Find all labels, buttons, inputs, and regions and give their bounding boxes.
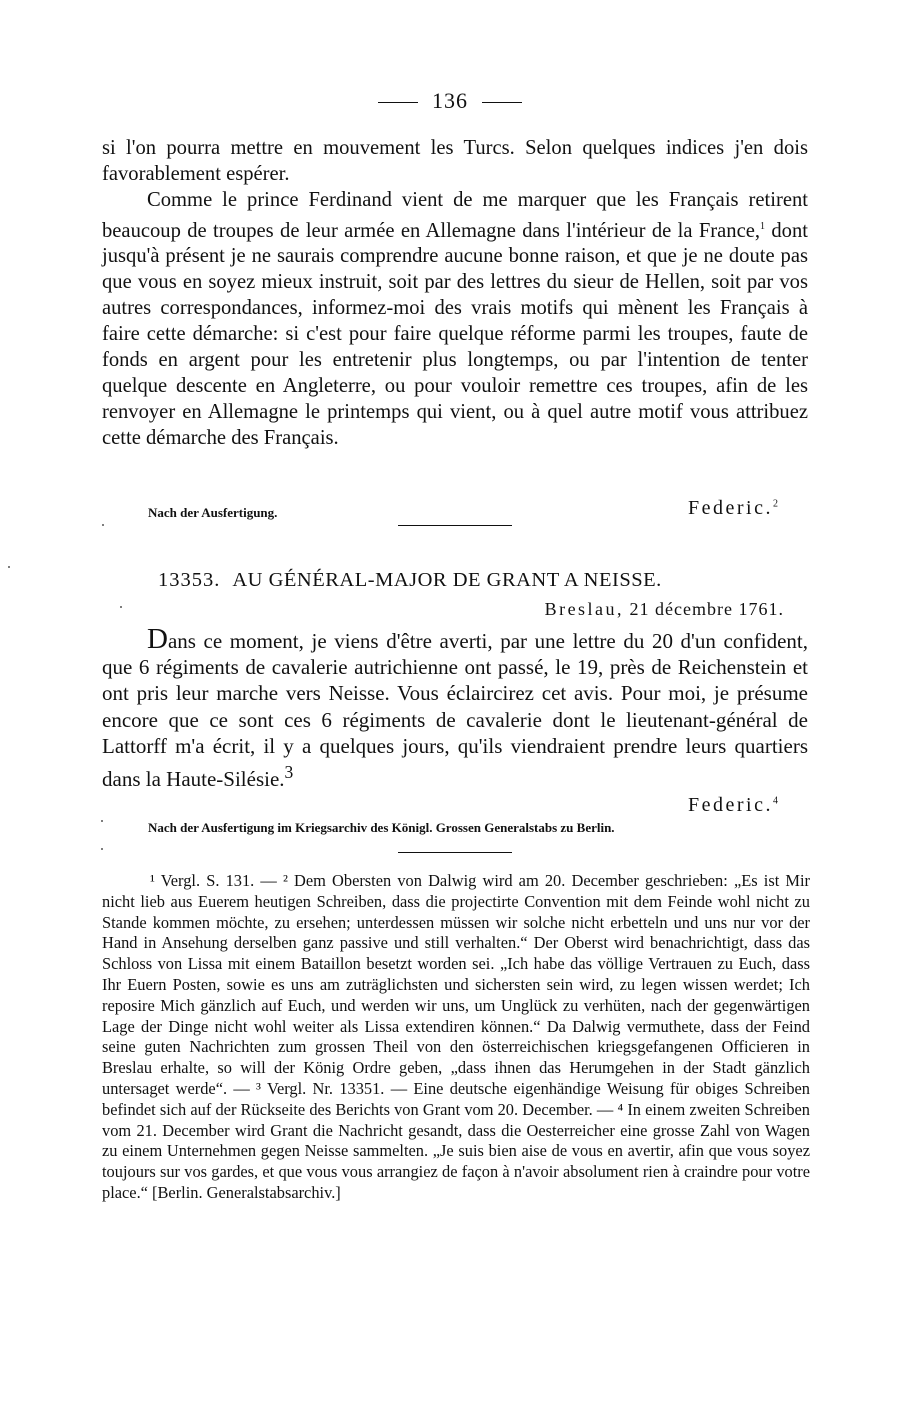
continued-paragraph-2-part-2: dont jusqu'à présent je ne saurais comprendre aucune bonne raison, et que je ne doute pas que vous en soyez mieux instruit, soit par des lettres du sieur de Hellen, soit par vos autres correspondances, informez-moi des vrais motifs qui mènent les Français à faire cette démarche: si c'est pour faire quelque réforme parmi les troupes, faute de fonds en argent pour les entretenir plus longtemps, ou par l'intention de tenter quelque descente en Angleterre, ou pour vouloir remettre ces troupes, afin de les renvoyer en Allemagne le printemps qui vient, ou à quel autre motif vous attribuez cette démarche des Français. [102,219,808,449]
header-dash-left [378,102,418,103]
footnote-ref-1[interactable]: 1 [760,220,766,232]
scan-speck [101,848,103,850]
footnotes [102,871,810,1204]
page-header [0,88,900,114]
footnote-text: ¹ Vergl. S. 131. — ² Dem Obersten von Dalwig wird am 20. December geschrieben: „Es ist Mir nicht lieb aus Euerem heutigen Schreiben, dass die projectirte Convention mit dem Feinde wohl nicht zu Stande kommen möchte, zu ersehen; unterdessen müssen wir solche nicht erbetteln und uns nur vor der Hand in Ansehung derselben ganz passive und still verhalten.“ Der Oberst wird benachrichtigt, dass das Schloss von Lissa mit einem Bataillon besetzt worden sei. „Ich habe das völlige Vertrauen zu Euch, dass Ihr Euern Posten, sowie es uns am zuträglichsten und sichersten sein wird, zu legen wissen werdet; Ich reposire Mich gänzlich auf Euch, und werden wir uns, um Unglück zu verhüten, nach der gegenwärtigen Lage der Dinge nicht wohl weiter als Lissa extendiren können.“ Da Dalwig vermuthete, dass der Feind seine guten Nachrichten zum grossen Theil von den österreichischen kriegsgefangenen Officieren in Breslau erhalte, so will der König Ordre geben, „dass ihnen das Herumgehen in der Stadt gänzlich untersaget werde“. — ³ Vergl. Nr. 13351. — Eine deutsche eigenhändige Weisung für obiges Schreiben befindet sich auf der Rückseite des Berichts von Grant vom 20. December. — ⁴ In einem zweiten Schreiben vom 21. December wird Grant die Nachricht gesandt, dass die Oesterreicher eine grosse Zahl von Wagen zu einem Unternehmen gegen Neisse sammelten. „Je suis bien aise de vous en avertir, afin que vous soyez toujours sur vos gardes, et que vous vous arrangiez de façon à n'avoir absolument rien à craindre pour votre place.“ [Berlin. Generalstabsarchiv.] [102,871,810,1202]
continued-paragraph-2-part-1: Comme le prince Ferdinand vient de me marquer que les Français retirent beaucoup de troupes de leur armée en Allemagne dans l'intérieur de la France, [102,188,808,242]
document-number: 13353. [158,569,221,591]
letter-source-note: Nach der Ausfertigung im Kriegsarchiv des Königl. Grossen Generalstabs zu Berlin. [148,820,615,835]
drop-cap: D [147,623,168,655]
continued-paragraph-2 [102,188,808,452]
document-title: AU GÉNÉRAL-MAJOR DE GRANT A NEISSE. [232,569,662,591]
scan-speck [101,820,103,822]
scan-speck [8,566,10,568]
continued-letter-text [102,136,808,452]
section-divider [398,525,512,526]
signature [688,497,778,520]
footnote-divider [398,852,512,853]
dateline [545,599,784,620]
continued-paragraph-1: si l'on pourra mettre en mouvement les Turcs. Selon quelques indices j'en dois favorablement espérer. [102,137,808,185]
document-heading [158,569,808,592]
continued-letter-closing [102,497,808,523]
letter-paragraph [102,623,808,792]
letter-signature-name: Federic. [688,794,773,816]
scan-speck [102,524,104,526]
letter-closing [102,794,808,820]
dateline-date: 21 décembre 1761. [629,599,784,619]
footnote-ref-4[interactable]: 4 [773,795,778,807]
page-number: 136 [432,88,468,113]
letter-paragraph-text: ans ce moment, je viens d'être averti, par une lettre du 20 d'un confident, que 6 régiments de cavalerie autrichienne ont passé, le 19, près de Reichenstein et ont pris leur marche vers Neisse. Vous éclaircirez cet avis. Pour moi, je présume encore que ce sont ces 6 régiments de cavalerie dont le lieutenant-général de Lattorff m'a écrit, il y a quelques jours, qu'ils viendraient prendre leurs quartiers dans la Haute-Silésie. [102,629,808,792]
dateline-place: Breslau, [544,599,625,619]
footnote-ref-3[interactable]: 3 [284,762,294,783]
footnote-ref-2[interactable]: 2 [773,498,778,510]
header-dash-right [482,102,522,103]
signature-name: Federic. [688,497,773,519]
source-note: Nach der Ausfertigung. [148,505,278,520]
scan-speck [120,606,122,608]
letter-signature [688,794,778,817]
letter-body [102,623,808,792]
